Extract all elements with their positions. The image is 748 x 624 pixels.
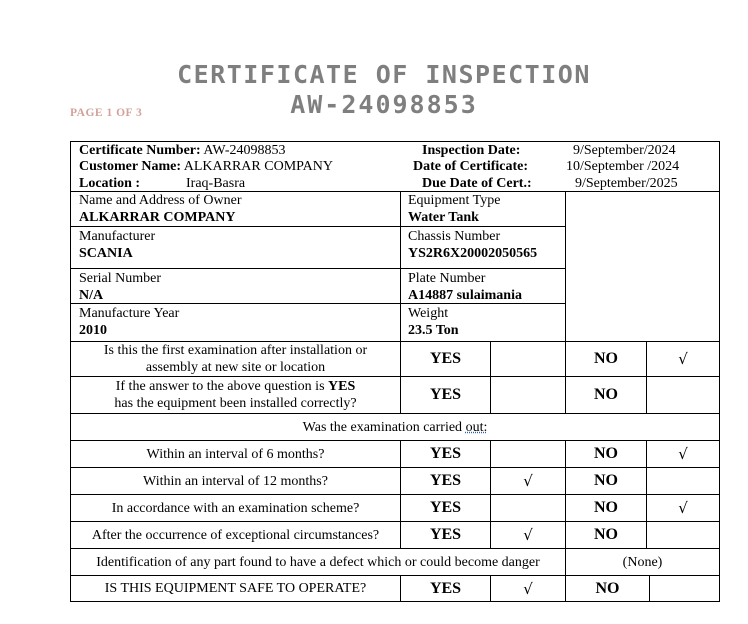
question-6-months: Within an interval of 6 months?	[70, 440, 401, 468]
question-defect-identification: Identification of any part found to have a defect which or could become danger	[70, 548, 566, 576]
year-label: Manufacture Year	[79, 306, 180, 321]
q3-no-check: √	[646, 440, 720, 468]
q2-line1	[116, 378, 356, 395]
q6-yes-label: YES	[400, 521, 491, 549]
q3-yes-check	[490, 440, 566, 468]
q1-yes-check	[490, 341, 566, 377]
customer-name-label: Customer Name:	[79, 159, 181, 174]
manufacturer-value: SCANIA	[79, 246, 133, 261]
q2-line1-bold: YES	[328, 379, 356, 394]
plate-label: Plate Number	[408, 271, 486, 286]
inspection-date-label: Inspection Date:	[422, 143, 521, 158]
summary-block	[70, 141, 720, 192]
question-first-examination	[70, 341, 401, 377]
question-exceptional-circumstances: After the occurrence of exceptional circumstances?	[70, 521, 401, 549]
equipment-type-value: Water Tank	[408, 210, 479, 225]
q6-yes-check: √	[490, 521, 566, 549]
q3-no-label: NO	[565, 440, 647, 468]
owner-cell	[70, 191, 401, 227]
customer-name-value: ALKARRAR COMPANY	[183, 159, 333, 174]
serial-label: Serial Number	[79, 271, 162, 286]
location-value: Iraq-Basra	[186, 176, 246, 191]
serial-cell	[70, 268, 401, 304]
due-date-value: 9/September/2025	[575, 176, 678, 191]
customer-name-row	[79, 159, 333, 175]
question-12-months: Within an interval of 12 months?	[70, 467, 401, 495]
equipment-type-cell	[400, 191, 566, 227]
section-underlined: out:	[465, 419, 488, 435]
plate-cell	[400, 268, 566, 304]
manufacturer-label: Manufacturer	[79, 229, 156, 244]
certificate-number-row	[79, 143, 286, 159]
q2-yes-check	[490, 376, 566, 414]
question-examination-scheme: In accordance with an examination scheme?	[70, 494, 401, 522]
year-value: 2010	[79, 323, 107, 338]
q2-line2: has the equipment been installed correctly?	[114, 396, 357, 411]
certificate-number-title: AW-24098853	[290, 90, 478, 119]
chassis-label: Chassis Number	[408, 229, 501, 244]
q4-no-check	[646, 467, 720, 495]
q5-no-check: √	[646, 494, 720, 522]
owner-label: Name and Address of Owner	[79, 193, 242, 208]
section-text: Was the examination carried	[302, 419, 466, 435]
q6-no-check	[646, 521, 720, 549]
location-label: Location :	[79, 176, 141, 191]
chassis-value: YS2R6X20002050565	[408, 246, 538, 261]
q6-no-label: NO	[565, 521, 647, 549]
q5-yes-label: YES	[400, 494, 491, 522]
q1-line2: assembly at new site or location	[145, 360, 326, 375]
q5-no-label: NO	[565, 494, 647, 522]
section-examination-carried-out	[70, 413, 720, 441]
q2-no-check	[646, 376, 720, 414]
q5-yes-check	[490, 494, 566, 522]
q1-yes-label: YES	[400, 341, 491, 377]
year-cell	[70, 303, 401, 342]
certificate-date-label: Date of Certificate:	[413, 159, 529, 174]
q8-no-check	[649, 575, 720, 602]
q1-line1: Is this the first examination after installation or	[103, 343, 368, 358]
serial-value: N/A	[79, 288, 104, 303]
weight-label: Weight	[408, 306, 449, 321]
q4-yes-check: √	[490, 467, 566, 495]
q3-yes-label: YES	[400, 440, 491, 468]
question-installed-correctly	[70, 376, 401, 414]
q2-line1-text: If the answer to the above question is	[115, 379, 329, 394]
inspection-date-value: 9/September/2024	[573, 143, 676, 158]
certificate-number-value: AW-24098853	[203, 143, 286, 158]
weight-value: 23.5 Ton	[408, 323, 459, 338]
q4-yes-label: YES	[400, 467, 491, 495]
defect-answer: (None)	[565, 548, 720, 576]
q4-no-label: NO	[565, 467, 647, 495]
chassis-cell	[400, 226, 566, 269]
empty-right-panel	[565, 191, 720, 342]
certificate-number-label: Certificate Number:	[79, 143, 201, 158]
page-indicator: PAGE 1 OF 3	[70, 107, 143, 119]
certificate-date-value: 10/September /2024	[566, 159, 680, 174]
owner-value: ALKARRAR COMPANY	[79, 210, 236, 225]
manufacturer-cell	[70, 226, 401, 269]
q1-no-check: √	[646, 341, 720, 377]
q2-no-label: NO	[565, 376, 647, 414]
q8-yes-label: YES	[400, 575, 491, 602]
plate-value: A14887 sulaimania	[408, 288, 522, 303]
q1-no-label: NO	[565, 341, 647, 377]
equipment-type-label: Equipment Type	[408, 193, 501, 208]
certificate-title: CERTIFICATE OF INSPECTION	[177, 60, 591, 89]
q8-no-label: NO	[565, 575, 650, 602]
q8-yes-check: √	[490, 575, 566, 602]
weight-cell	[400, 303, 566, 342]
q2-yes-label: YES	[400, 376, 491, 414]
question-safe-to-operate: IS THIS EQUIPMENT SAFE TO OPERATE?	[70, 575, 401, 602]
due-date-label: Due Date of Cert.:	[422, 176, 532, 191]
